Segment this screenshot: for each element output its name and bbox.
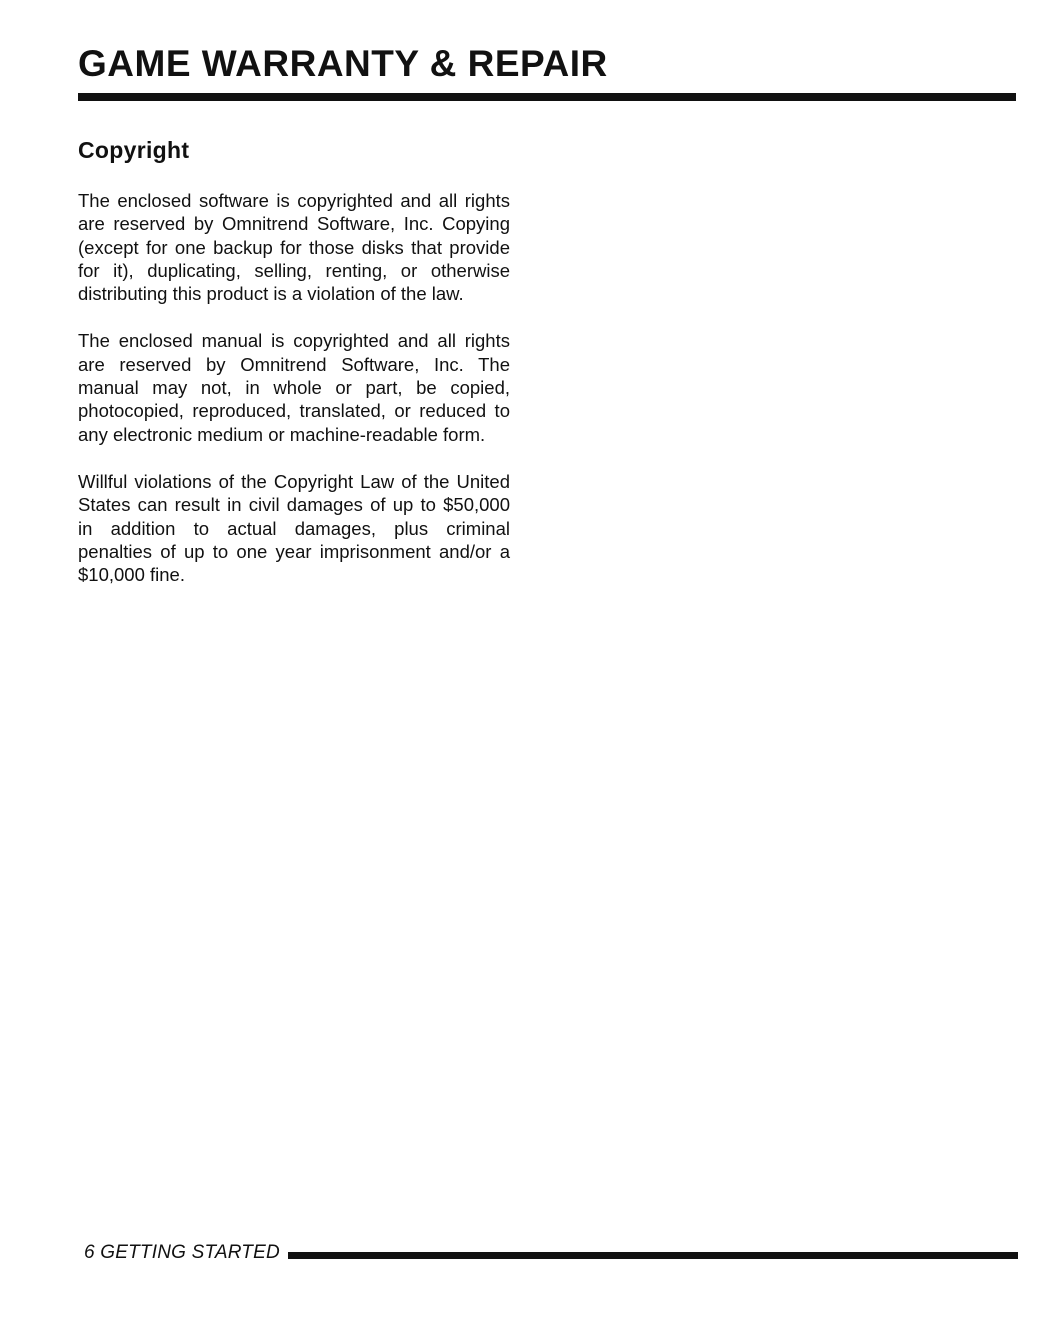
page-title: GAME WARRANTY & REPAIR <box>78 43 608 84</box>
page-footer <box>84 1237 1018 1269</box>
section-heading: Copyright <box>78 137 190 163</box>
body-column <box>78 189 510 610</box>
paragraph-copyright-violations: Willful violations of the Copyright Law of the United States can result in civil damages of up to $50,000 in addition to actual damages, plus criminal penalties of up to one year imprisonment and/or a $10,000 fine. <box>78 470 510 586</box>
footer-label: 6 GETTING STARTED <box>84 1242 280 1263</box>
footer-rule <box>288 1252 1018 1259</box>
paragraph-manual-copyright: The enclosed manual is copyrighted and all rights are reserved by Omnitrend Software, Inc. The manual may not, in whole or part, be copied, photocopied, reproduced, translated, or reduced to any electronic medium or machine-readable form. <box>78 330 510 445</box>
title-rule <box>78 93 1016 101</box>
paragraph-software-copyright: The enclosed software is copyrighted and all rights are reserved by Omnitrend Software, Inc. Copying (except for one backup for those disks that provide for it), duplicating, selling, renting, or otherwise distributing this product is a violation of the law. <box>78 190 510 305</box>
